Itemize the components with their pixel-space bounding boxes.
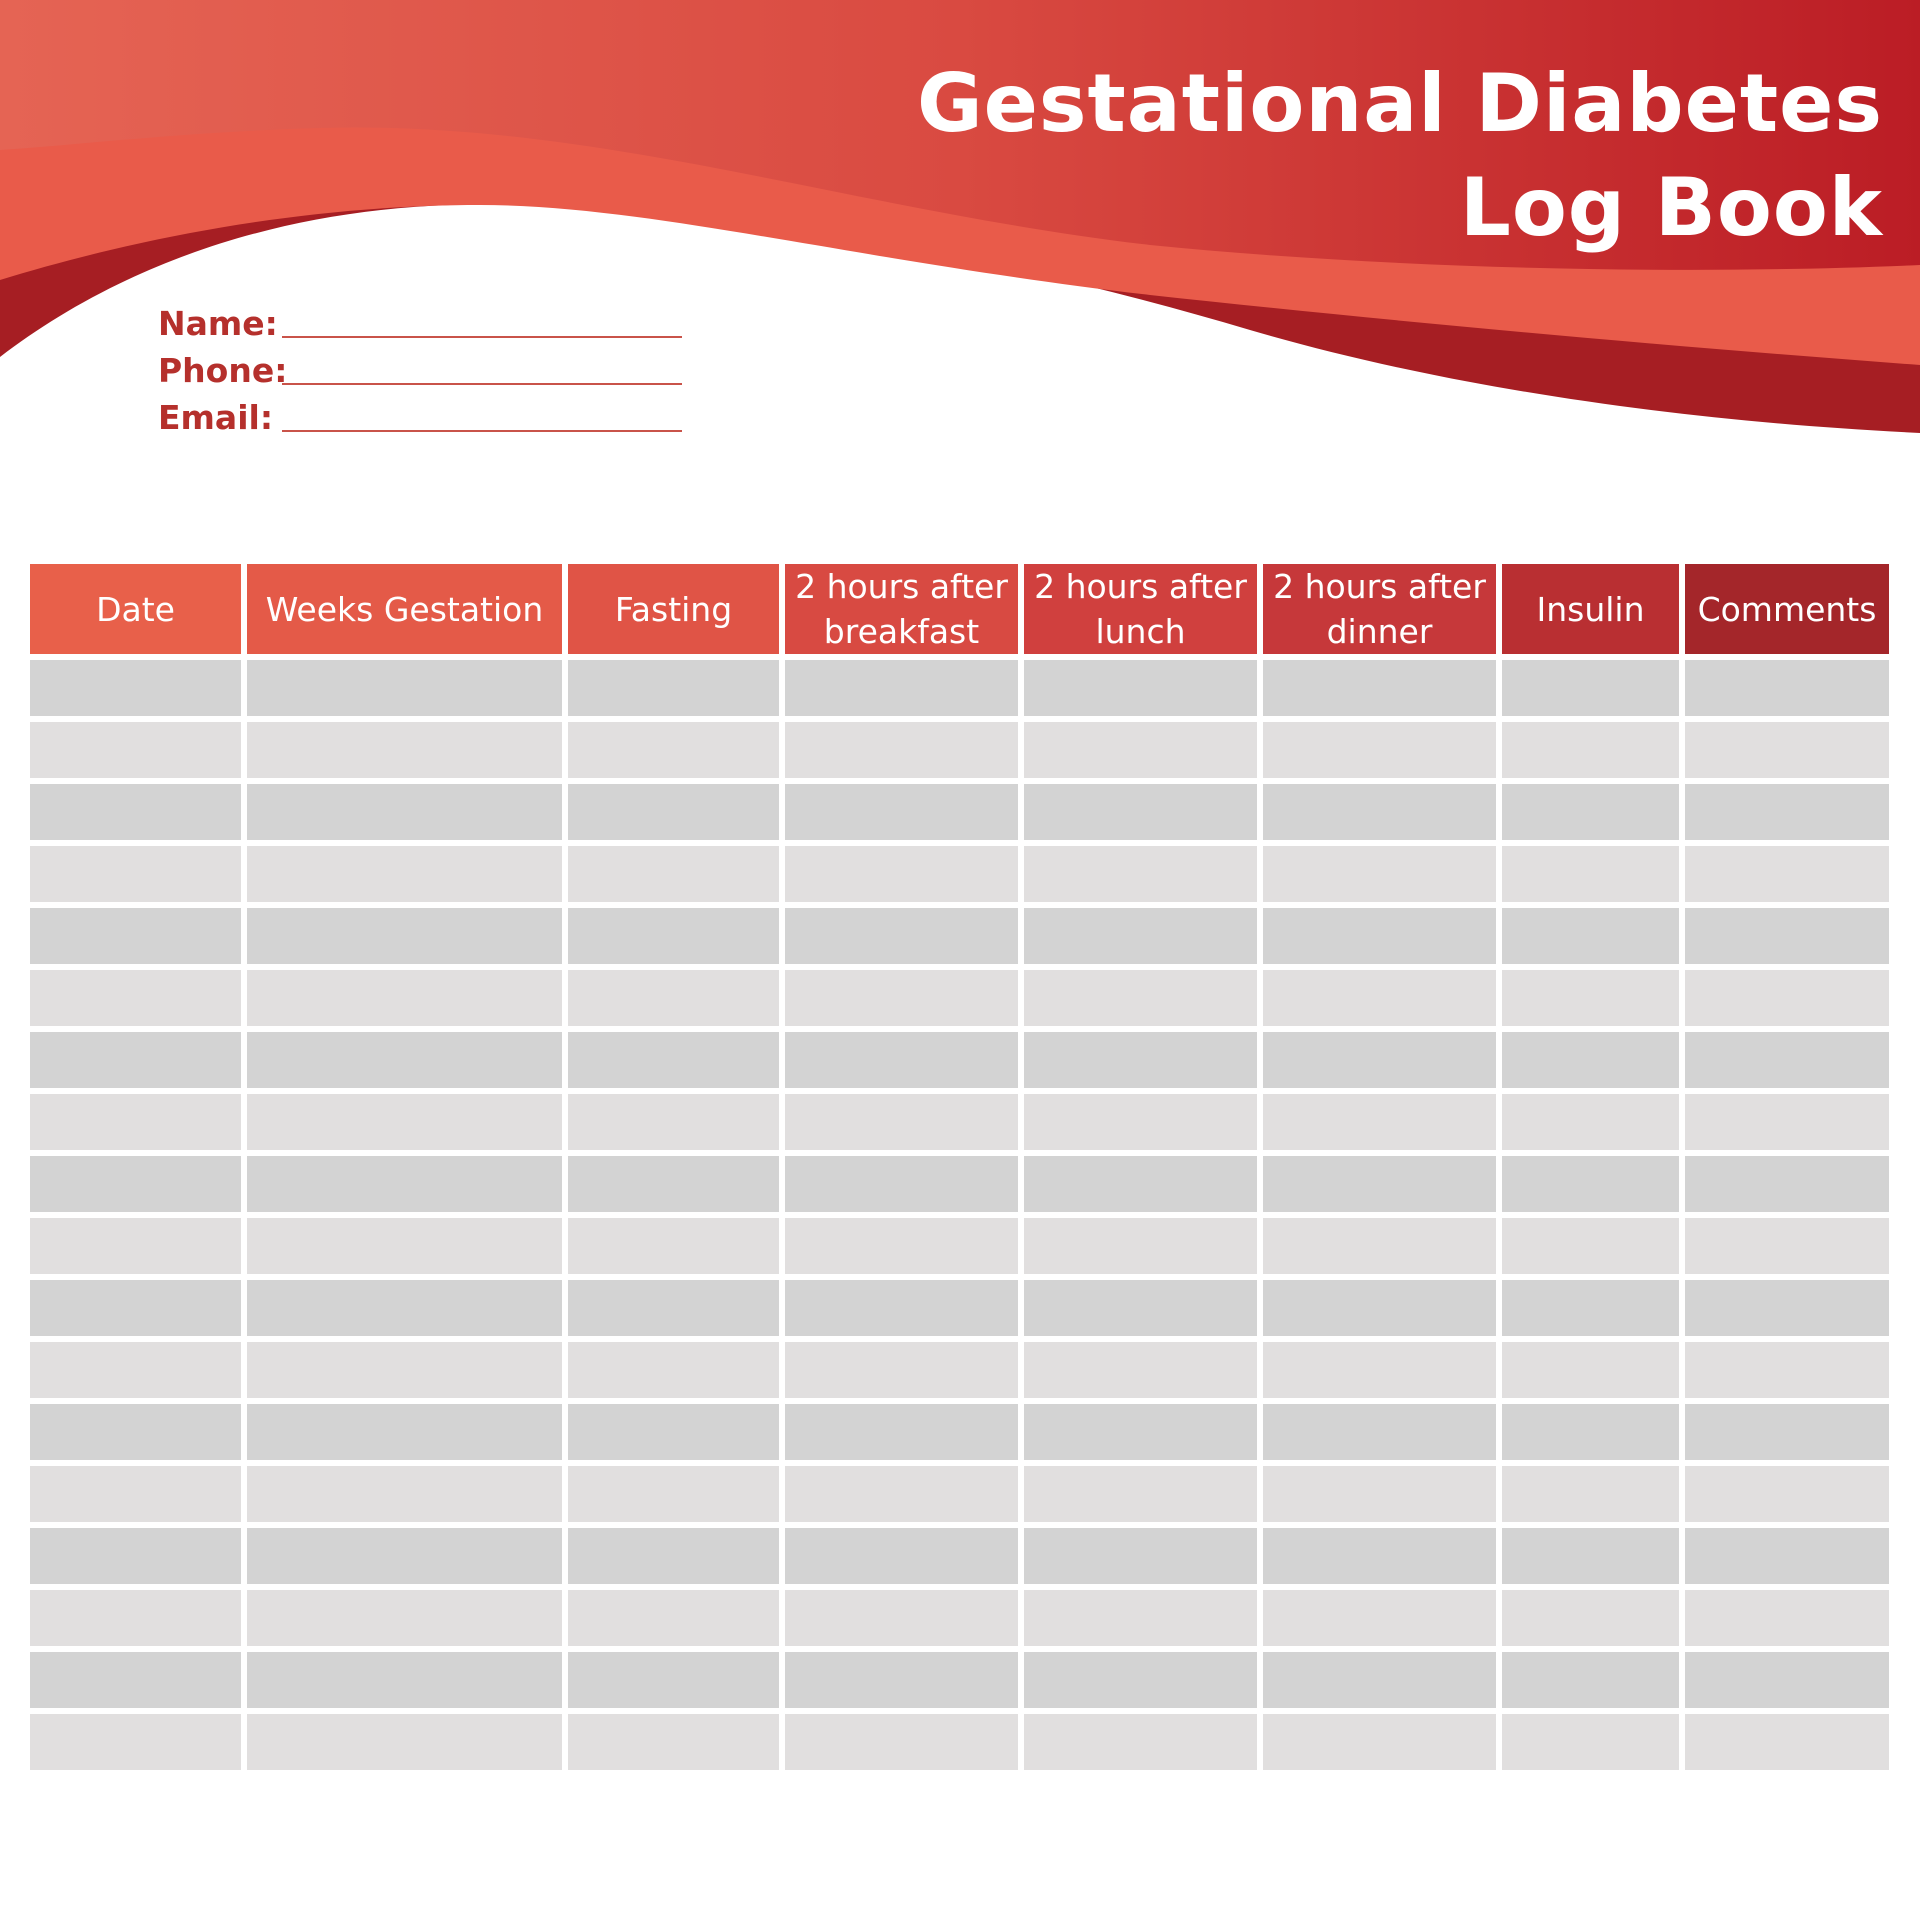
cell-after-dinner[interactable] bbox=[1263, 1466, 1496, 1522]
cell-after-dinner[interactable] bbox=[1263, 1652, 1496, 1708]
cell-after-lunch[interactable] bbox=[1024, 1342, 1257, 1398]
email-write-line[interactable] bbox=[282, 430, 682, 432]
cell-after-breakfast[interactable] bbox=[785, 908, 1018, 964]
table-row bbox=[30, 1528, 1889, 1584]
column-header-weeks-gestation: Weeks Gestation bbox=[247, 564, 562, 654]
column-header-comments: Comments bbox=[1685, 564, 1889, 654]
table-row bbox=[30, 784, 1889, 840]
cell-date[interactable] bbox=[30, 1280, 241, 1336]
cell-after-dinner[interactable] bbox=[1263, 1032, 1496, 1088]
cell-weeks-gestation[interactable] bbox=[247, 1156, 562, 1212]
cell-comments[interactable] bbox=[1685, 1714, 1889, 1770]
cell-fasting[interactable] bbox=[568, 660, 779, 716]
cell-fasting[interactable] bbox=[568, 908, 779, 964]
cell-comments[interactable] bbox=[1685, 1652, 1889, 1708]
cell-insulin[interactable] bbox=[1502, 1652, 1679, 1708]
cell-after-breakfast[interactable] bbox=[785, 660, 1018, 716]
cell-after-breakfast[interactable] bbox=[785, 1156, 1018, 1212]
cell-date[interactable] bbox=[30, 1652, 241, 1708]
cell-insulin[interactable] bbox=[1502, 784, 1679, 840]
cell-fasting[interactable] bbox=[568, 1590, 779, 1646]
cell-date[interactable] bbox=[30, 1218, 241, 1274]
cell-comments[interactable] bbox=[1685, 1590, 1889, 1646]
cell-date[interactable] bbox=[30, 784, 241, 840]
cell-comments[interactable] bbox=[1685, 1094, 1889, 1150]
cell-insulin[interactable] bbox=[1502, 1094, 1679, 1150]
cell-fasting[interactable] bbox=[568, 1404, 779, 1460]
cell-comments[interactable] bbox=[1685, 1280, 1889, 1336]
cell-weeks-gestation[interactable] bbox=[247, 1528, 562, 1584]
cell-after-lunch[interactable] bbox=[1024, 1156, 1257, 1212]
cell-insulin[interactable] bbox=[1502, 1714, 1679, 1770]
glucose-log-table bbox=[24, 558, 1895, 1776]
title-line-1: Gestational Diabetes bbox=[916, 57, 1883, 150]
cell-after-dinner[interactable] bbox=[1263, 660, 1496, 716]
cell-after-lunch[interactable] bbox=[1024, 722, 1257, 778]
cell-comments[interactable] bbox=[1685, 908, 1889, 964]
cell-after-lunch[interactable] bbox=[1024, 1528, 1257, 1584]
cell-date[interactable] bbox=[30, 722, 241, 778]
cell-date[interactable] bbox=[30, 1590, 241, 1646]
cell-fasting[interactable] bbox=[568, 1342, 779, 1398]
cell-comments[interactable] bbox=[1685, 970, 1889, 1026]
cell-weeks-gestation[interactable] bbox=[247, 908, 562, 964]
email-label: Email: bbox=[158, 398, 274, 437]
name-field-row bbox=[158, 297, 682, 344]
cell-insulin[interactable] bbox=[1502, 846, 1679, 902]
cell-fasting[interactable] bbox=[568, 1094, 779, 1150]
cell-after-dinner[interactable] bbox=[1263, 970, 1496, 1026]
cell-insulin[interactable] bbox=[1502, 1032, 1679, 1088]
cell-fasting[interactable] bbox=[568, 722, 779, 778]
cell-insulin[interactable] bbox=[1502, 1590, 1679, 1646]
cell-weeks-gestation[interactable] bbox=[247, 970, 562, 1026]
cell-fasting[interactable] bbox=[568, 846, 779, 902]
cell-comments[interactable] bbox=[1685, 1528, 1889, 1584]
cell-fasting[interactable] bbox=[568, 1714, 779, 1770]
table-row bbox=[30, 1032, 1889, 1088]
cell-insulin[interactable] bbox=[1502, 1156, 1679, 1212]
table-row bbox=[30, 722, 1889, 778]
cell-after-lunch[interactable] bbox=[1024, 846, 1257, 902]
phone-field-row bbox=[158, 344, 682, 391]
cell-after-breakfast[interactable] bbox=[785, 1528, 1018, 1584]
cell-after-dinner[interactable] bbox=[1263, 1218, 1496, 1274]
cell-after-lunch[interactable] bbox=[1024, 660, 1257, 716]
cell-insulin[interactable] bbox=[1502, 1466, 1679, 1522]
cell-after-dinner[interactable] bbox=[1263, 1280, 1496, 1336]
cell-comments[interactable] bbox=[1685, 722, 1889, 778]
cell-weeks-gestation[interactable] bbox=[247, 1714, 562, 1770]
cell-fasting[interactable] bbox=[568, 1652, 779, 1708]
title-line-2: Log Book bbox=[1459, 161, 1883, 254]
cell-after-lunch[interactable] bbox=[1024, 1404, 1257, 1460]
table-body bbox=[30, 660, 1889, 1770]
cell-after-dinner[interactable] bbox=[1263, 1094, 1496, 1150]
cell-date[interactable] bbox=[30, 1094, 241, 1150]
cell-date[interactable] bbox=[30, 1404, 241, 1460]
page-title bbox=[917, 52, 1883, 260]
cell-date[interactable] bbox=[30, 846, 241, 902]
cell-after-breakfast[interactable] bbox=[785, 1714, 1018, 1770]
table-row bbox=[30, 1404, 1889, 1460]
cell-comments[interactable] bbox=[1685, 1156, 1889, 1212]
cell-comments[interactable] bbox=[1685, 1466, 1889, 1522]
cell-comments[interactable] bbox=[1685, 1342, 1889, 1398]
name-write-line[interactable] bbox=[282, 336, 682, 338]
cell-date[interactable] bbox=[30, 1528, 241, 1584]
table-row bbox=[30, 1094, 1889, 1150]
cell-after-dinner[interactable] bbox=[1263, 1342, 1496, 1398]
cell-after-dinner[interactable] bbox=[1263, 784, 1496, 840]
column-header-after-dinner: 2 hours after dinner bbox=[1263, 564, 1496, 654]
cell-fasting[interactable] bbox=[568, 1528, 779, 1584]
cell-after-lunch[interactable] bbox=[1024, 970, 1257, 1026]
cell-weeks-gestation[interactable] bbox=[247, 722, 562, 778]
cell-after-breakfast[interactable] bbox=[785, 722, 1018, 778]
table-header-row bbox=[30, 564, 1889, 654]
cell-weeks-gestation[interactable] bbox=[247, 1032, 562, 1088]
table-row bbox=[30, 1466, 1889, 1522]
cell-after-lunch[interactable] bbox=[1024, 1714, 1257, 1770]
cell-after-dinner[interactable] bbox=[1263, 722, 1496, 778]
cell-after-dinner[interactable] bbox=[1263, 908, 1496, 964]
cell-after-breakfast[interactable] bbox=[785, 1590, 1018, 1646]
cell-insulin[interactable] bbox=[1502, 1280, 1679, 1336]
cell-weeks-gestation[interactable] bbox=[247, 846, 562, 902]
table-row bbox=[30, 1218, 1889, 1274]
cell-comments[interactable] bbox=[1685, 846, 1889, 902]
cell-date[interactable] bbox=[30, 660, 241, 716]
cell-weeks-gestation[interactable] bbox=[247, 1590, 562, 1646]
cell-insulin[interactable] bbox=[1502, 908, 1679, 964]
cell-date[interactable] bbox=[30, 1714, 241, 1770]
cell-fasting[interactable] bbox=[568, 970, 779, 1026]
cell-after-dinner[interactable] bbox=[1263, 1156, 1496, 1212]
cell-insulin[interactable] bbox=[1502, 1342, 1679, 1398]
email-field-row bbox=[158, 391, 682, 438]
cell-after-dinner[interactable] bbox=[1263, 1590, 1496, 1646]
contact-fields bbox=[158, 297, 682, 438]
table-row bbox=[30, 1156, 1889, 1212]
cell-weeks-gestation[interactable] bbox=[247, 1218, 562, 1274]
cell-after-breakfast[interactable] bbox=[785, 1032, 1018, 1088]
column-header-after-breakfast: 2 hours after breakfast bbox=[785, 564, 1018, 654]
cell-comments[interactable] bbox=[1685, 1404, 1889, 1460]
cell-date[interactable] bbox=[30, 1156, 241, 1212]
table-row bbox=[30, 908, 1889, 964]
cell-after-breakfast[interactable] bbox=[785, 846, 1018, 902]
table-row bbox=[30, 846, 1889, 902]
cell-date[interactable] bbox=[30, 1466, 241, 1522]
cell-weeks-gestation[interactable] bbox=[247, 660, 562, 716]
cell-date[interactable] bbox=[30, 1032, 241, 1088]
cell-after-breakfast[interactable] bbox=[785, 1280, 1018, 1336]
cell-comments[interactable] bbox=[1685, 1218, 1889, 1274]
cell-after-lunch[interactable] bbox=[1024, 908, 1257, 964]
column-header-after-lunch: 2 hours after lunch bbox=[1024, 564, 1257, 654]
cell-after-lunch[interactable] bbox=[1024, 1218, 1257, 1274]
cell-date[interactable] bbox=[30, 1342, 241, 1398]
cell-comments[interactable] bbox=[1685, 784, 1889, 840]
cell-fasting[interactable] bbox=[568, 1218, 779, 1274]
column-header-date: Date bbox=[30, 564, 241, 654]
cell-after-lunch[interactable] bbox=[1024, 784, 1257, 840]
table-row bbox=[30, 1652, 1889, 1708]
cell-after-breakfast[interactable] bbox=[785, 784, 1018, 840]
cell-after-lunch[interactable] bbox=[1024, 1652, 1257, 1708]
cell-weeks-gestation[interactable] bbox=[247, 1466, 562, 1522]
cell-date[interactable] bbox=[30, 970, 241, 1026]
cell-insulin[interactable] bbox=[1502, 722, 1679, 778]
cell-after-lunch[interactable] bbox=[1024, 1590, 1257, 1646]
cell-date[interactable] bbox=[30, 908, 241, 964]
cell-fasting[interactable] bbox=[568, 1156, 779, 1212]
cell-weeks-gestation[interactable] bbox=[247, 1094, 562, 1150]
cell-fasting[interactable] bbox=[568, 1280, 779, 1336]
cell-fasting[interactable] bbox=[568, 1032, 779, 1088]
table-row bbox=[30, 1342, 1889, 1398]
table-row bbox=[30, 970, 1889, 1026]
cell-comments[interactable] bbox=[1685, 1032, 1889, 1088]
cell-after-breakfast[interactable] bbox=[785, 1466, 1018, 1522]
cell-insulin[interactable] bbox=[1502, 1528, 1679, 1584]
cell-weeks-gestation[interactable] bbox=[247, 1280, 562, 1336]
cell-after-dinner[interactable] bbox=[1263, 1714, 1496, 1770]
cell-after-breakfast[interactable] bbox=[785, 1218, 1018, 1274]
cell-insulin[interactable] bbox=[1502, 1218, 1679, 1274]
cell-after-lunch[interactable] bbox=[1024, 1032, 1257, 1088]
cell-insulin[interactable] bbox=[1502, 660, 1679, 716]
cell-insulin[interactable] bbox=[1502, 970, 1679, 1026]
cell-after-dinner[interactable] bbox=[1263, 1528, 1496, 1584]
cell-insulin[interactable] bbox=[1502, 1404, 1679, 1460]
table-row bbox=[30, 1280, 1889, 1336]
cell-weeks-gestation[interactable] bbox=[247, 784, 562, 840]
cell-weeks-gestation[interactable] bbox=[247, 1404, 562, 1460]
cell-comments[interactable] bbox=[1685, 660, 1889, 716]
cell-after-lunch[interactable] bbox=[1024, 1466, 1257, 1522]
cell-weeks-gestation[interactable] bbox=[247, 1652, 562, 1708]
table-row bbox=[30, 1714, 1889, 1770]
table-row bbox=[30, 660, 1889, 716]
phone-label: Phone: bbox=[158, 351, 288, 390]
cell-after-breakfast[interactable] bbox=[785, 1342, 1018, 1398]
cell-after-breakfast[interactable] bbox=[785, 1652, 1018, 1708]
name-label: Name: bbox=[158, 304, 278, 343]
cell-weeks-gestation[interactable] bbox=[247, 1342, 562, 1398]
column-header-insulin: Insulin bbox=[1502, 564, 1679, 654]
phone-write-line[interactable] bbox=[282, 383, 682, 385]
table-row bbox=[30, 1590, 1889, 1646]
cell-after-breakfast[interactable] bbox=[785, 1094, 1018, 1150]
cell-after-breakfast[interactable] bbox=[785, 1404, 1018, 1460]
cell-fasting[interactable] bbox=[568, 784, 779, 840]
cell-after-dinner[interactable] bbox=[1263, 1404, 1496, 1460]
cell-fasting[interactable] bbox=[568, 1466, 779, 1522]
column-header-fasting: Fasting bbox=[568, 564, 779, 654]
cell-after-lunch[interactable] bbox=[1024, 1280, 1257, 1336]
cell-after-dinner[interactable] bbox=[1263, 846, 1496, 902]
cell-after-breakfast[interactable] bbox=[785, 970, 1018, 1026]
cell-after-lunch[interactable] bbox=[1024, 1094, 1257, 1150]
